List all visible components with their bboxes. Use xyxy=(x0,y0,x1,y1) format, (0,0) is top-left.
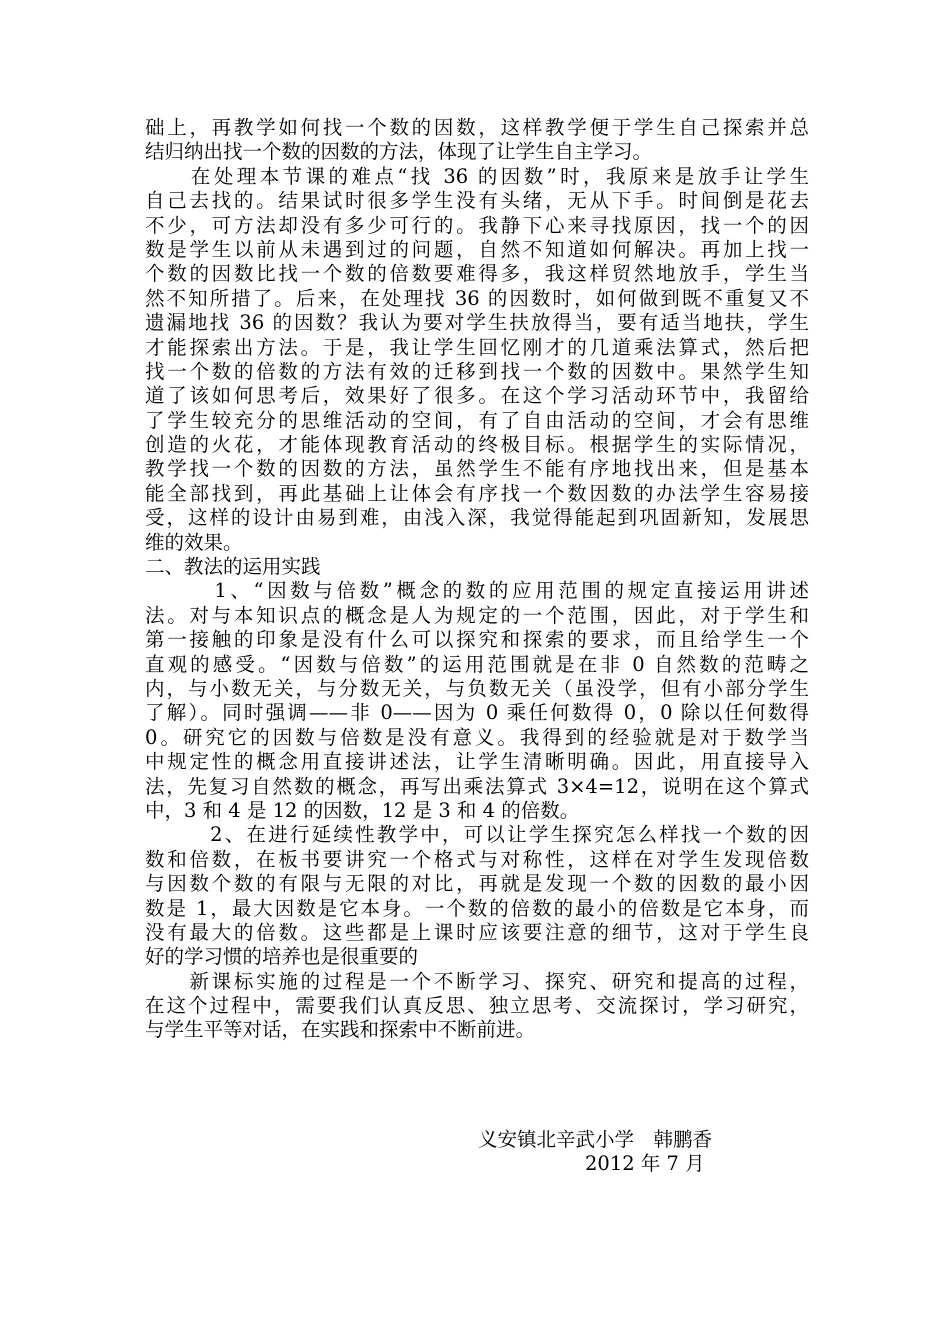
text-line: 创造的火花，才能体现教育活动的终极目标。根据学生的实际情况， xyxy=(145,433,809,457)
text-line: 数是学生以前从未遇到过的问题，自然不知道如何解决。再加上找一 xyxy=(145,237,809,261)
text-line: 法，先复习自然数的概念，再写出乘法算式 3×4=12，说明在这个算式 xyxy=(145,774,809,798)
text-line: 好的学习惯的培养也是很重要的 xyxy=(145,945,419,969)
text-line: 中规定性的概念用直接讲述法，让学生清晰明确。因此，用直接导入 xyxy=(145,750,809,774)
text-line: 数是 1，最大因数是它本身。一个数的倍数的最小的倍数是它本身，而 xyxy=(145,896,809,920)
text-line: 0。研究它的因数与倍数是没有意义。我得到的经验就是对于数学当 xyxy=(145,725,809,749)
text-line: 个数的因数比找一个数的倍数要难得多，我这样贸然地放手，学生当 xyxy=(145,262,809,286)
text-line: 遗漏地找 36 的因数？我认为要对学生扶放得当，要有适当地扶，学生 xyxy=(145,311,809,335)
text-line: 础上，再教学如何找一个数的因数，这样教学便于学生自己探索并总 xyxy=(145,116,809,139)
text-line: 中，3 和 4 是 12 的因数，12 是 3 和 4 的倍数。 xyxy=(145,798,580,822)
text-line: 第一接触的印象是没有什么可以探究和探索的要求，而且给学生一个 xyxy=(145,628,809,652)
text-line: 不少，可方法却没有多少可行的。我静下心来寻找原因，找一个的因 xyxy=(145,213,809,237)
text-line: 能全部找到，再此基础上让体会有序找一个数因数的办法学生容易接 xyxy=(145,481,809,505)
text-line: 内，与小数无关，与分数无关，与负数无关（虽没学，但有小部分学生 xyxy=(145,676,809,700)
text-line: 数和倍数，在板书要讲究一个格式与对称性，这样在对学生发现倍数 xyxy=(145,847,809,871)
text-line: 找一个数的倍数的方法有效的迁移到找一个数的因数中。果然学生知 xyxy=(145,359,809,383)
text-line: 道了该如何思考后，效果好了很多。在这个学习活动环节中，我留给 xyxy=(145,384,809,408)
text-line: 结归纳出找一个数的因数的方法，体现了让学生自主学习。 xyxy=(145,140,653,164)
text-line: 才能探索出方法。于是，我让学生回忆刚才的几道乘法算式，然后把 xyxy=(145,335,809,359)
signature: 义安镇北辛武小学 韩鹏香 xyxy=(478,1128,713,1151)
text-line: 二、教法的运用实践 xyxy=(145,555,321,579)
text-line: 自己去找的。结果试时很多学生没有头绪，无从下手。时间倒是花去 xyxy=(145,189,809,213)
text-line: 然不知所措了。后来，在处理找 36 的因数时，如何做到既不重复又不 xyxy=(145,286,809,310)
text-line: 了学生较充分的思维活动的空间，有了自由活动的空间，才会有思维 xyxy=(145,408,809,432)
text-line: 受，这样的设计由易到难，由浅入深，我觉得能起到巩固新知，发展思 xyxy=(145,506,809,530)
text-line: 了解）。同时强调——非 0——因为 0 乘任何数得 0，0 除以任何数得 xyxy=(145,701,809,725)
text-line: 与学生平等对话，在实践和探索中不断前进。 xyxy=(145,1018,536,1042)
text-line: 与因数个数的有限与无限的对比，再就是发现一个数的因数的最小因 xyxy=(145,872,809,896)
text-line: 在这个过程中，需要我们认真反思、独立思考、交流探讨，学习研究， xyxy=(145,994,809,1018)
text-line: 没有最大的倍数。这些都是上课时应该要注意的细节，这对于学生良 xyxy=(145,920,809,944)
text-line: 在处理本节课的难点“找 36 的因数”时，我原来是放手让学生 xyxy=(145,164,809,188)
text-line: 教学找一个数的因数的方法，虽然学生不能有序地找出来，但是基本 xyxy=(145,457,809,481)
text-line: 新课标实施的过程是一个不断学习、探究、研究和提高的过程， xyxy=(145,969,809,993)
text-line: 1、“因数与倍数”概念的数的应用范围的规定直接运用讲述 xyxy=(145,579,809,603)
text-line: 维的效果。 xyxy=(145,530,243,554)
date: 2012 年 7 月 xyxy=(585,1152,705,1175)
text-line: 2、在进行延续性教学中，可以让学生探究怎么样找一个数的因 xyxy=(145,823,809,847)
body-text xyxy=(145,116,809,1043)
text-line: 法。对与本知识点的概念是人为规定的一个范围，因此，对于学生和 xyxy=(145,603,809,627)
text-line: 直观的感受。“因数与倍数”的运用范围就是在非 0 自然数的范畴之 xyxy=(145,652,809,676)
